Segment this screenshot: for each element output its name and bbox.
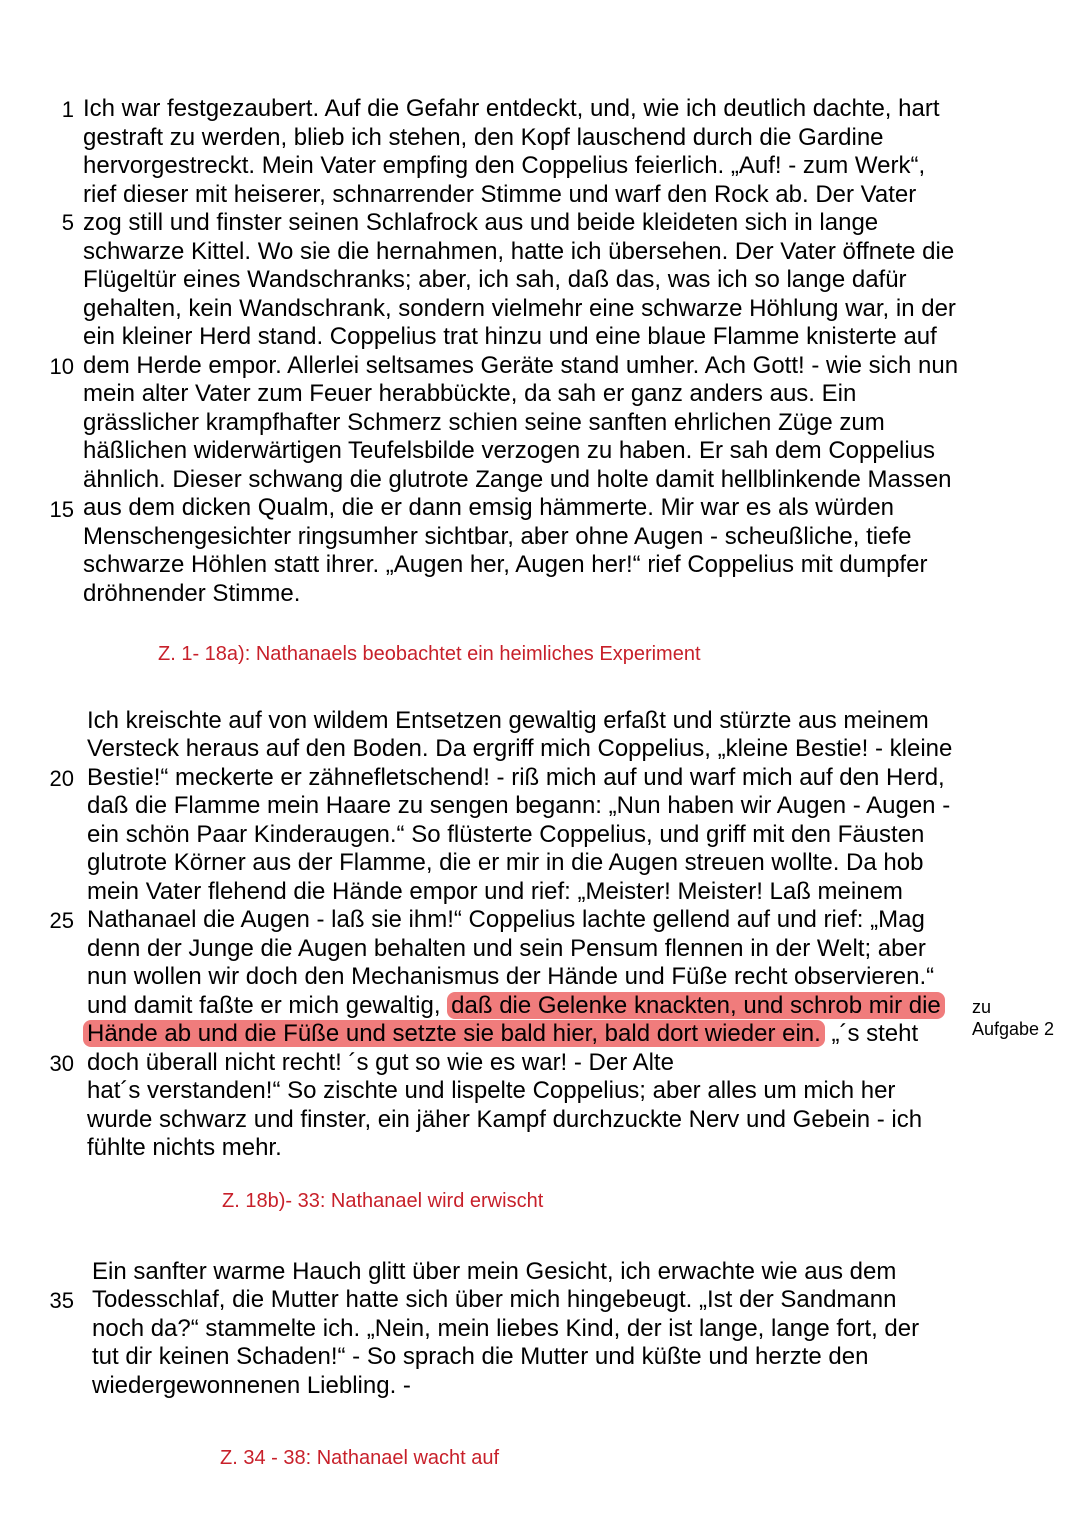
text-line: ein schön Paar Kinderaugen.“ So flüsterte Coppelius, und griff mit den Fäusten: [87, 821, 925, 848]
text-line: daß die Flamme mein Haare zu sengen begann: „Nun haben wir Augen - Augen -: [87, 792, 951, 819]
line-number: 1: [61, 97, 74, 122]
text-line-highlighted: [83, 1019, 918, 1048]
text-line: dröhnender Stimme.: [83, 580, 301, 607]
line-number: 25: [49, 908, 74, 933]
text-line: fühlte nichts mehr.: [87, 1134, 282, 1161]
text-line: grässlicher krampfhafter Schmerz schien seine sanften ehrlichen Züge zum: [83, 409, 885, 436]
line-number: 15: [49, 497, 74, 522]
text-line: Ich kreischte auf von wildem Entsetzen gewaltig erfaßt und stürzte aus meinem: [87, 707, 929, 734]
text-line: hervorgestreckt. Mein Vater empfing den Coppelius feierlich. „Auf! - zum Werk“,: [83, 152, 926, 179]
text-line: zog still und finster seinen Schlafrock aus und beide kleideten sich in lange: [83, 209, 879, 236]
line-number: 20: [49, 766, 74, 791]
text-line: Ein sanfter warme Hauch glitt über mein Gesicht, ich erwachte wie aus dem: [92, 1258, 897, 1285]
text-line: Bestie!“ meckerte er zähnefletschend! - riß mich auf und warf mich auf den Herd,: [87, 764, 945, 791]
section-caption: Z. 18b)- 33: Nathanael wird erwischt: [222, 1190, 544, 1212]
text-line: gestraft zu werden, blieb ich stehen, den Kopf lauschend durch die Gardine: [83, 124, 884, 151]
highlighted-text: Hände ab und die Füße und setzte sie bald hier, bald dort wieder ein.: [83, 1020, 825, 1047]
text-line: doch überall nicht recht! ´s gut so wie es war! - Der Alte: [87, 1049, 674, 1076]
text-line: mein Vater flehend die Hände empor und rief: „Meister! Meister! Laß meinem: [87, 878, 903, 905]
line-number: 35: [49, 1288, 74, 1313]
text-line: dem Herde empor. Allerlei seltsames Geräte stand umher. Ach Gott! - wie sich nun: [83, 352, 959, 379]
text-line: Ich war festgezaubert. Auf die Gefahr entdeckt, und, wie ich deutlich dachte, hart: [83, 95, 940, 122]
text-line: gehalten, kein Wandschrank, sondern vielmehr eine schwarze Höhlung war, in der: [83, 295, 956, 322]
text-line: hat´s verstanden!“ So zischte und lispelte Coppelius; aber alles um mich her: [87, 1077, 896, 1104]
text-line: wurde schwarz und finster, ein jäher Kampf durchzuckte Nerv und Gebein - ich: [87, 1106, 923, 1133]
text-line: Todesschlaf, die Mutter hatte sich über mich hingebeugt. „Ist der Sandmann: [92, 1286, 897, 1313]
text-line: Menschengesichter ringsumher sichtbar, aber ohne Augen - scheußliche, tiefe: [83, 523, 912, 550]
text-line: mein alter Vater zum Feuer herabbückte, da sah er ganz anders aus. Ein: [83, 380, 857, 407]
plain-text: „´s steht: [824, 1020, 919, 1047]
text-line: nun wollen wir doch den Mechanismus der Hände und Füße recht observieren.“: [87, 963, 935, 990]
text-line: glutrote Körner aus der Flamme, die er mir in die Augen streuen wollte. Da hob: [87, 849, 924, 876]
text-line: schwarze Kittel. Wo sie die hernahmen, hatte ich übersehen. Der Vater öffnete die: [83, 238, 955, 265]
margin-note: zu: [972, 997, 992, 1017]
section-caption: Z. 1- 18a): Nathanaels beobachtet ein heimliches Experiment: [158, 643, 701, 665]
text-line: Nathanael die Augen - laß sie ihm!“ Coppelius lachte gellend auf und rief: „Mag: [87, 906, 925, 933]
text-line: denn der Junge die Augen behalten und sein Pensum flennen in der Welt; aber: [87, 935, 926, 962]
text-line: ein kleiner Herd stand. Coppelius trat hinzu und eine blaue Flamme knisterte auf: [83, 323, 937, 350]
text-line: wiedergewonnenen Liebling. -: [92, 1372, 411, 1399]
text-line-highlighted: [87, 991, 945, 1020]
line-number: 5: [61, 210, 74, 235]
highlighted-text: daß die Gelenke knackten, und schrob mir die: [447, 992, 945, 1019]
text-line: Flügeltür eines Wandschranks; aber, ich sah, daß das, was ich so lange dafür: [83, 266, 907, 293]
text-line: häßlichen widerwärtigen Teufelsbilde verzogen zu haben. Er sah dem Coppelius: [83, 437, 936, 464]
text-line: Versteck heraus auf den Boden. Da ergriff mich Coppelius, „kleine Bestie! - kleine: [87, 735, 953, 762]
text-line: tut dir keinen Schaden!“ - So sprach die Mutter und küßte und herzte den: [92, 1343, 869, 1370]
text-line: rief dieser mit heiserer, schnarrender Stimme und warf den Rock ab. Der Vater: [83, 181, 917, 208]
line-number: 10: [49, 354, 74, 379]
text-line: ähnlich. Dieser schwang die glutrote Zange und holte damit hellblinkende Massen: [83, 466, 952, 493]
line-number: 30: [49, 1051, 74, 1076]
text-line: noch da?“ stammelte ich. „Nein, mein liebes Kind, der ist lange, lange fort, der: [92, 1315, 920, 1342]
text-line: schwarze Höhlen statt ihrer. „Augen her, Augen her!“ rief Coppelius mit dumpfer: [83, 551, 928, 578]
plain-text: und damit faßte er mich gewaltig,: [87, 992, 448, 1019]
text-line: aus dem dicken Qualm, die er dann emsig hämmerte. Mir war es als würden: [83, 494, 895, 521]
section-caption: Z. 34 - 38: Nathanael wacht auf: [220, 1447, 500, 1469]
margin-note: Aufgabe 2: [972, 1019, 1055, 1039]
